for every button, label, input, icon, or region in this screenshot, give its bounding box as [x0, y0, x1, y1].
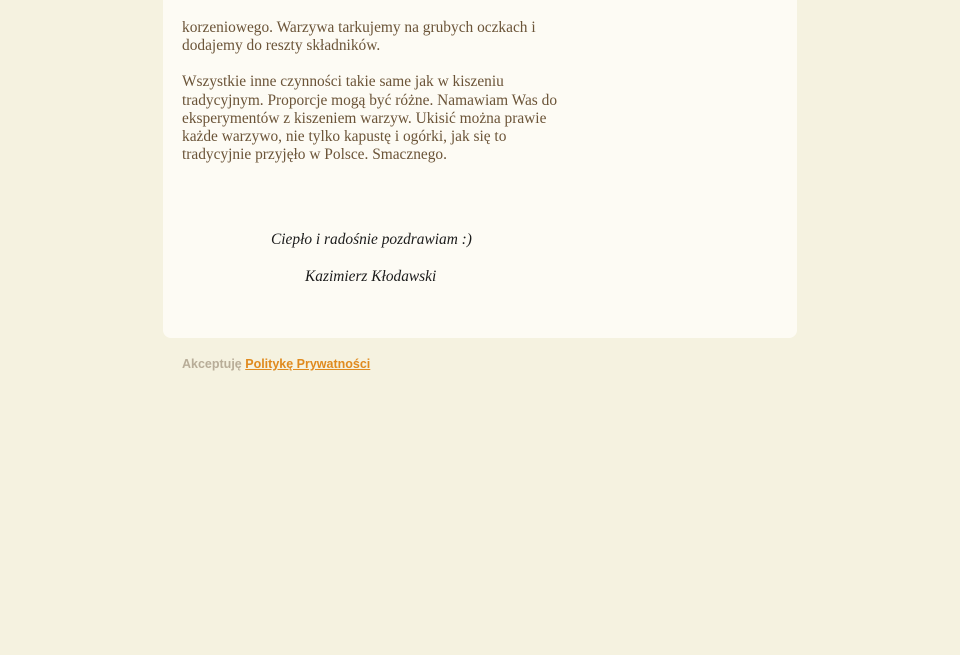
privacy-policy-link[interactable]: Politykę Prywatności — [245, 357, 371, 371]
signature-greeting: Ciepło i radośnie pozdrawiam :) — [271, 231, 472, 248]
article-body — [182, 19, 562, 164]
privacy-accept-text: Akceptuję — [182, 357, 242, 371]
article-paragraph: korzeniowego. Warzywa tarkujemy na grubych oczkach i dodajemy do reszty składników. — [182, 19, 536, 55]
article-paragraph: Wszystkie inne czynności takie same jak w kiszeniu tradycyjnym. Proporcje mogą być różne. Namawiam Was do eksperymentów z kiszeniem warzyw. Ukisić można prawie każde warzywo, nie tylko kapustę i ogórki, jak się to tradycyjnie przyjęło w Polsce. Smacznego. — [182, 73, 558, 164]
privacy-consent — [182, 357, 370, 371]
signature-author: Kazimierz Kłodawski — [305, 268, 437, 285]
